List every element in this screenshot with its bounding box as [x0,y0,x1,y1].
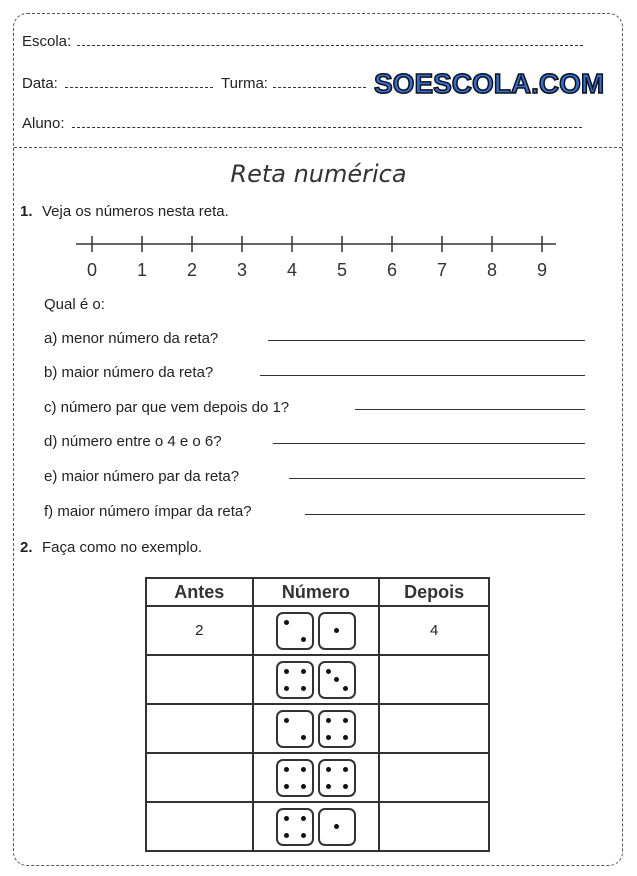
cell-antes[interactable] [146,704,253,753]
die-pip [334,824,339,829]
dice-pair [254,710,379,748]
die-pip [326,767,331,772]
cell-depois[interactable]: 4 [379,606,489,655]
die-face-2 [276,710,314,748]
question-d: d) número entre o 4 e o 6? [44,433,222,450]
die-pip [301,686,306,691]
tick-label-8: 8 [486,260,498,280]
table-row [146,704,489,753]
question-c: c) número par que vem depois do 1? [44,399,290,416]
answer-line-f[interactable] [305,514,585,515]
header-numero: Número [253,578,380,606]
die-face-1 [318,612,356,650]
die-pip [284,718,289,723]
die-pip [301,816,306,821]
answer-line-a[interactable] [268,340,585,341]
die-pip [334,677,339,682]
cell-depois[interactable] [379,655,489,704]
die-pip [301,669,306,674]
exercise1-instruction: Veja os números nesta reta. [42,203,229,220]
tick-label-2: 2 [186,260,198,280]
die-pip [326,735,331,740]
answer-line-c[interactable] [355,409,585,410]
cell-numero [253,753,380,802]
die-pip [326,718,331,723]
die-pip [343,767,348,772]
cell-numero [253,655,380,704]
dice-pair [254,759,379,797]
class-label: Turma: [221,75,268,92]
table-row [146,606,489,655]
die-pip [343,686,348,691]
die-pip [326,784,331,789]
die-pip [284,767,289,772]
question-a: a) menor número da reta? [44,330,219,347]
die-face-4 [318,759,356,797]
table-row [146,655,489,704]
die-pip [301,767,306,772]
die-face-4 [276,759,314,797]
die-pip [334,628,339,633]
tick-label-6: 6 [386,260,398,280]
die-pip [301,833,306,838]
tick-label-7: 7 [436,260,448,280]
tick-label-4: 4 [286,260,298,280]
answer-line-b[interactable] [260,375,585,376]
cell-numero [253,704,380,753]
cell-numero [253,802,380,851]
die-face-4 [276,661,314,699]
school-label: Escola: [22,33,72,50]
dice-pair [254,808,379,846]
table-row [146,753,489,802]
cell-depois[interactable] [379,753,489,802]
tick-label-9: 9 [536,260,548,280]
die-pip [284,833,289,838]
question-f: f) maior número ímpar da reta? [44,503,252,520]
die-pip [284,816,289,821]
dice-pair [254,661,379,699]
table-row [146,802,489,851]
die-pip [284,620,289,625]
question-b: b) maior número da reta? [44,364,214,381]
die-pip [284,686,289,691]
exercise-table [145,577,490,852]
cell-depois[interactable] [379,704,489,753]
exercise1-number: 1. [20,203,33,220]
tick-label-5: 5 [336,260,348,280]
die-face-1 [318,808,356,846]
question-e: e) maior número par da reta? [44,468,240,485]
number-line [0,0,637,290]
answer-line-d[interactable] [273,443,585,444]
exercise2-number: 2. [20,539,33,556]
header-depois: Depois [379,578,489,606]
die-face-2 [276,612,314,650]
die-pip [343,718,348,723]
die-pip [301,784,306,789]
tick-label-1: 1 [136,260,148,280]
header-antes: Antes [146,578,253,606]
die-face-4 [276,808,314,846]
die-pip [284,669,289,674]
cell-antes[interactable] [146,753,253,802]
dice-pair [254,612,379,650]
number-line-ticks [87,236,547,280]
die-pip [343,735,348,740]
student-label: Aluno: [22,115,65,132]
answer-line-e[interactable] [289,478,585,479]
page-title: Reta numérica [230,160,407,188]
exercise2-instruction: Faça como no exemplo. [42,539,203,556]
cell-antes[interactable]: 2 [146,606,253,655]
die-pip [343,784,348,789]
table-header-row [146,578,489,606]
die-face-4 [318,710,356,748]
tick-label-3: 3 [236,260,248,280]
die-pip [284,784,289,789]
cell-antes[interactable] [146,802,253,851]
die-pip [301,637,306,642]
cell-numero [253,606,380,655]
die-pip [301,735,306,740]
date-label: Data: [22,75,58,92]
die-pip [326,669,331,674]
cell-antes[interactable] [146,655,253,704]
die-face-3 [318,661,356,699]
tick-label-0: 0 [86,260,98,280]
exercise1-prompt: Qual é o: [44,296,105,313]
site-logo: SOESCOLA.COM [374,68,605,99]
cell-depois[interactable] [379,802,489,851]
